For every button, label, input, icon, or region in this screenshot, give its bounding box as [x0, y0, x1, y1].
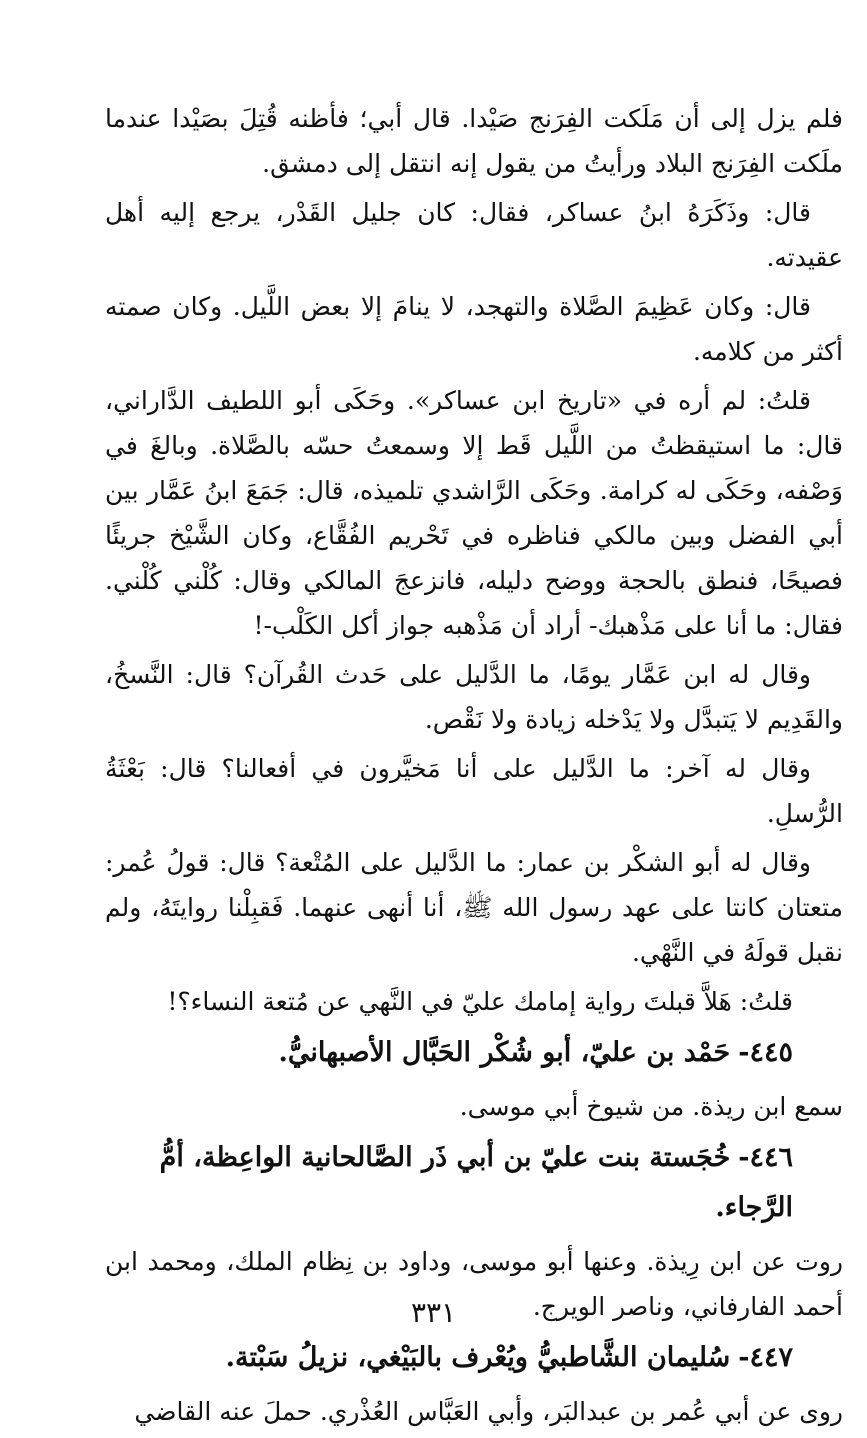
entry-heading-445	[105, 1028, 843, 1078]
page-body	[105, 96, 843, 1438]
paragraph-5: وقال له ابن عَمَّار يومًا، ما الدَّليل على حَدث القُرآن؟ قال: النَّسخُ، والقَدِيم لا يَتبدَّل ولا يَدْخله زيادة ولا نَقْص.	[105, 660, 843, 734]
paragraph-3: قال: وكان عَظِيمَ الصَّلاة والتهجد، لا ينامَ إلا بعض اللَّيل. وكان صمته أكثر من كلامه.	[105, 292, 843, 366]
entry-heading-446	[105, 1133, 843, 1233]
paragraph-1: فلم يزل إلى أن مَلَكت الفِرَنج صَيْدا. قال أبي؛ فأظنه قُتِلَ بصَيْدا عندما ملَكت الفِرَنج البلاد ورأيتُ من يقول إنه انتقل إلى دمشق.	[105, 104, 843, 178]
entry-number-447: ٤٤٧-	[738, 1342, 793, 1373]
paragraph-6: وقال له آخر: ما الدَّليل على أنا مَخيَّرون في أفعالنا؟ قال: بَعْثَةُ الرُّسلِ.	[105, 754, 843, 828]
paragraph-8: قلتُ: هَلاَّ قبلتَ رواية إمامك عليّ في النَّهي عن مُتعة النساء؟!	[167, 987, 793, 1016]
entry-heading-447	[105, 1333, 843, 1383]
paragraph-2: قال: وذَكَرَهُ ابنُ عساكر، فقال: كان جليل القَدْر، يرجع إليه أهل عقيدته.	[105, 198, 843, 272]
entry-body-446: روت عن ابن رِيذة. وعنها أبو موسى، وداود بن نِظام الملك، ومحمد ابن أحمد الفارفاني، وناصر الويرج.	[105, 1247, 843, 1321]
entry-number-446: ٤٤٦-	[738, 1142, 793, 1173]
entry-title-445: حَمْد بن عليّ، أبو شُكْر الحَبَّال الأصبهانيُّ.	[278, 1037, 731, 1068]
paragraph-7: وقال له أبو الشكْر بن عمار: ما الدَّليل على المُتْعة؟ قال: قولُ عُمر: متعتان كانتا على عهد رسول الله ﷺ، أنا أنهى عنهما. فَقبِلْنا روايتَهُ، ولم نقبل قولَهُ في النَّهْي.	[105, 848, 843, 967]
entry-body-447: روى عن أبي عُمر بن عبدالبَر، وأبي العَبَّاس العُذْري. حملَ عنه القاضي	[134, 1397, 843, 1426]
entry-number-445: ٤٤٥-	[738, 1037, 793, 1068]
paragraph-4: قلتُ: لم أره في «تاريخ ابن عساكر». وحَكَى أبو اللطيف الدَّاراني، قال: ما استيقظتُ من اللَّيل قَط إلا وسمعتُ حسّه بالصَّلاة. وبالغَ في وَصْفه، وحَكَى له كرامة. وحَكَى الرَّاشدي تلميذه، قال: جَمَعَ ابنُ عَمَّار بين أبي الفضل وبين مالكي فناظره في تَحْريم الفُقَّاع، وكان الشَّيْخ جريئًا فصيحًا، فنطق بالحجة ووضح دليله، فانزعجَ المالكي وقال: كُلْني كُلْني. فقال: ما أنا على مَذْهبك- أراد أن مَذْهبه جواز أكل الكَلْب-!	[105, 386, 843, 640]
entry-title-447: سُليمان الشَّاطبيُّ ويُعْرف بالبَيْغي، نزيلُ سَبْتة.	[225, 1342, 731, 1373]
entry-title-446: خُجَستة بنت عليّ بن أبي ذَر الصَّالحانية الواعِظة، أمُّ الرَّجاء.	[159, 1142, 793, 1223]
page-number: ٣٣١	[410, 1296, 457, 1329]
entry-body-445: سمع ابن ريذة. من شيوخ أبي موسى.	[459, 1092, 843, 1121]
